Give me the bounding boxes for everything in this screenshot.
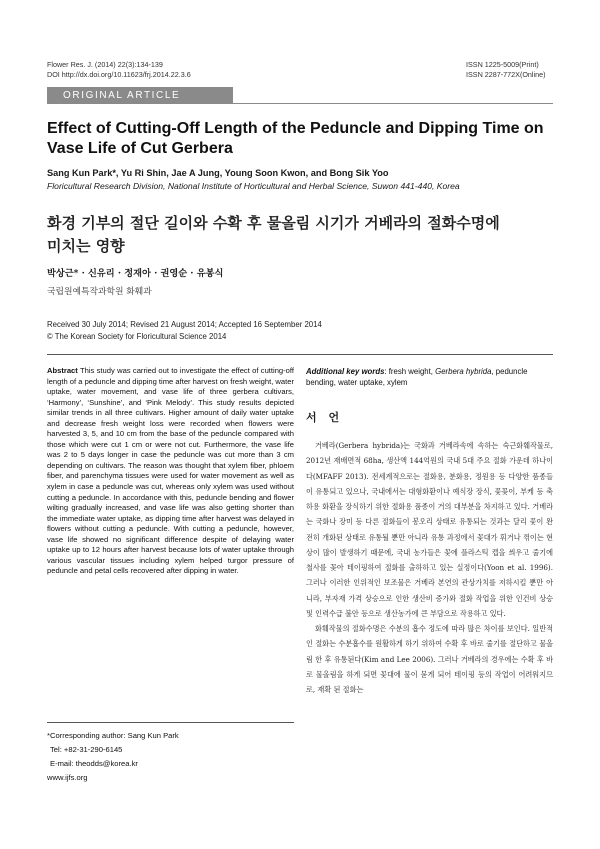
copyright-line: © The Korean Society for Floricultural Science 2014 xyxy=(47,332,227,341)
keywords-label: Additional key words xyxy=(306,367,385,376)
journal-citation: Flower Res. J. (2014) 22(3):134-139 xyxy=(47,60,163,69)
affiliation: Floricultural Research Division, National Institute of Horticultural and Herbal Science, Suwon 441-440, Korea xyxy=(47,181,460,191)
keywords-species: Gerbera hybrida xyxy=(435,367,492,376)
korean-title-line1: 화경 기부의 절단 길이와 수확 후 물올림 시기가 거베라의 절화수명에 xyxy=(47,214,500,232)
email-link[interactable]: E-mail: theodds@korea.kr xyxy=(50,759,138,768)
additional-keywords xyxy=(306,366,553,388)
korean-affiliation: 국립원예특작과학원 화훼과 xyxy=(47,287,152,297)
paper-title: Effect of Cutting-Off Length of the Peduncle and Dipping Time on Vase Life of Cut Gerbera xyxy=(47,120,544,157)
korean-title xyxy=(47,212,553,258)
abstract xyxy=(47,366,294,577)
footnote-divider xyxy=(47,722,294,723)
author-list: Sang Kun Park*, Yu Ri Shin, Jae A Jung, Young Soon Kwon, and Bong Sik Yoo xyxy=(47,168,389,178)
issn-print: ISSN 1225-5009(Print) xyxy=(466,60,539,69)
abstract-label: Abstract xyxy=(47,366,78,375)
body-paragraph-2: 화훼작물의 절화수명은 수분의 흡수 정도에 따라 많은 차이를 보인다. 일반적인 절화는 수분흡수를 원활하게 하기 위하여 수확 후 바로 줄기를 절단하고 물올림 한 후 유통된다(Kim and Lee 2006). 그러나 거베라의 경우에는 수확 후 바로 물올림을 하게 되면 꽃대에 물이 묻게 되어 테이핑 등의 작업이 어려워지므로, 재확 된 절화는 xyxy=(306,624,553,694)
keywords-post: , peduncle bending, water uptake, xylem xyxy=(306,367,528,387)
body-paragraph-1: 거베라(Gerbera hybrida)는 국화과 거베라속에 속하는 숙근화훼작물로, 2012년 재배면적 68ha, 생산액 144억원의 국내 5대 주요 절화 가운데 하나이다(MFAFF 2013). 전세계적으로는 절화용, 분화용, 정원용 등 다양한 품종들이 유통되고 있으나, 국내에서는 대형화환이나 예식장 장식, 꽃꽂이, 부케 등 축하용 화환을 장식하기 위한 절화용 품종이 거의 대부분을 차지하고 있다. 거베라는 국화나 장미 등 다른 절화들이 봉오리 상태로 유통되는 것과는 달리 꽃이 완전히 개화된 상태로 유통될 뿐만 아니라 유통 과정에서 꽃대가 휘거나 꺾이는 현상이 많이 발생하기 때문에, 국내 농가들은 꽃에 플라스틱 캡을 씌우고 줄기에 철사를 꽂아 테이핑하여 절화를 출하하고 있는 실정이다(Yoon et al. 1996). 그러나 이러한 인위적인 보조물은 거베라 본연의 관상가치를 저하시킬 뿐만 아니라, 부자재 가격 상승으로 인한 생산비 증가와 절화 작업을 위한 인건비 상승 및 인력수급 불안 등으로 생산농가에 큰 부담으로 작용하고 있다. xyxy=(306,441,553,618)
korean-author-list: 박상근* · 신유리 · 정재아 · 권영순 · 유봉식 xyxy=(47,268,224,279)
journal-website-link[interactable]: www.ijfs.org xyxy=(47,773,88,782)
header-divider xyxy=(47,103,553,104)
keywords-pre: : fresh weight, xyxy=(384,367,436,376)
issn-online: ISSN 2287-772X(Online) xyxy=(466,70,546,79)
section-divider xyxy=(47,354,553,355)
journal-header xyxy=(47,60,191,80)
issn-block xyxy=(466,60,546,80)
corresponding-author: *Corresponding author: Sang Kun Park xyxy=(47,731,179,740)
korean-title-line2: 미치는 영향 xyxy=(47,237,125,255)
telephone: Tel: +82-31-290-6145 xyxy=(50,745,123,754)
abstract-text: This study was carried out to investigate the effect of cutting-off length of a peduncle and dipping time after harvest on fresh weight, water uptake, water movement, and vase life of three gerbera cultivars, ‘Harmony’, ‘Sunshine’, and ‘Pink Melody’. This study results depicted similar trends in all three cultivars. Higher amount of daily water uptake and decrease fresh weight loss were recorded when flowers were harvested 3, 5, and 10 cm from the base of the peduncle compared with those which were cut 1 cm or were not cut. Furthermore, the vase life was 2 to 5 days longer in case the peduncle was cut more than 3 cm depending on cultivars. The reason was thought that xylem fiber, phloem fiber, and parenchyma tissues were used for water movement as well as xylem in case a peduncle was cut, whereas only xylem was used without cutting a peduncle. In accordance with this, peduncle bending and flower wilting gradually increased, and vase life was also getting shorter than the immediate water uptake, as dipping time after harvest was delayed in flowers without cutting a peduncle. With cutting a peduncle, however, vase life showed no significant difference despite of delaying water uptake up to 12 hours after harvest because lots of water uptake through various vascular tissues including xylem helped turgor pressure of peduncle and petal cells recovered after dipping in water. xyxy=(47,366,294,576)
doi-link[interactable]: DOI http://dx.doi.org/10.11623/frj.2014.22.3.6 xyxy=(47,70,191,79)
received-dates: Received 30 July 2014; Revised 21 August 2014; Accepted 16 September 2014 xyxy=(47,320,322,329)
introduction-body xyxy=(306,438,553,697)
correspondence xyxy=(47,729,179,785)
section-heading-introduction: 서 언 xyxy=(306,411,344,424)
article-type-badge: ORIGINAL ARTICLE xyxy=(47,87,233,104)
article-dates xyxy=(47,319,322,343)
